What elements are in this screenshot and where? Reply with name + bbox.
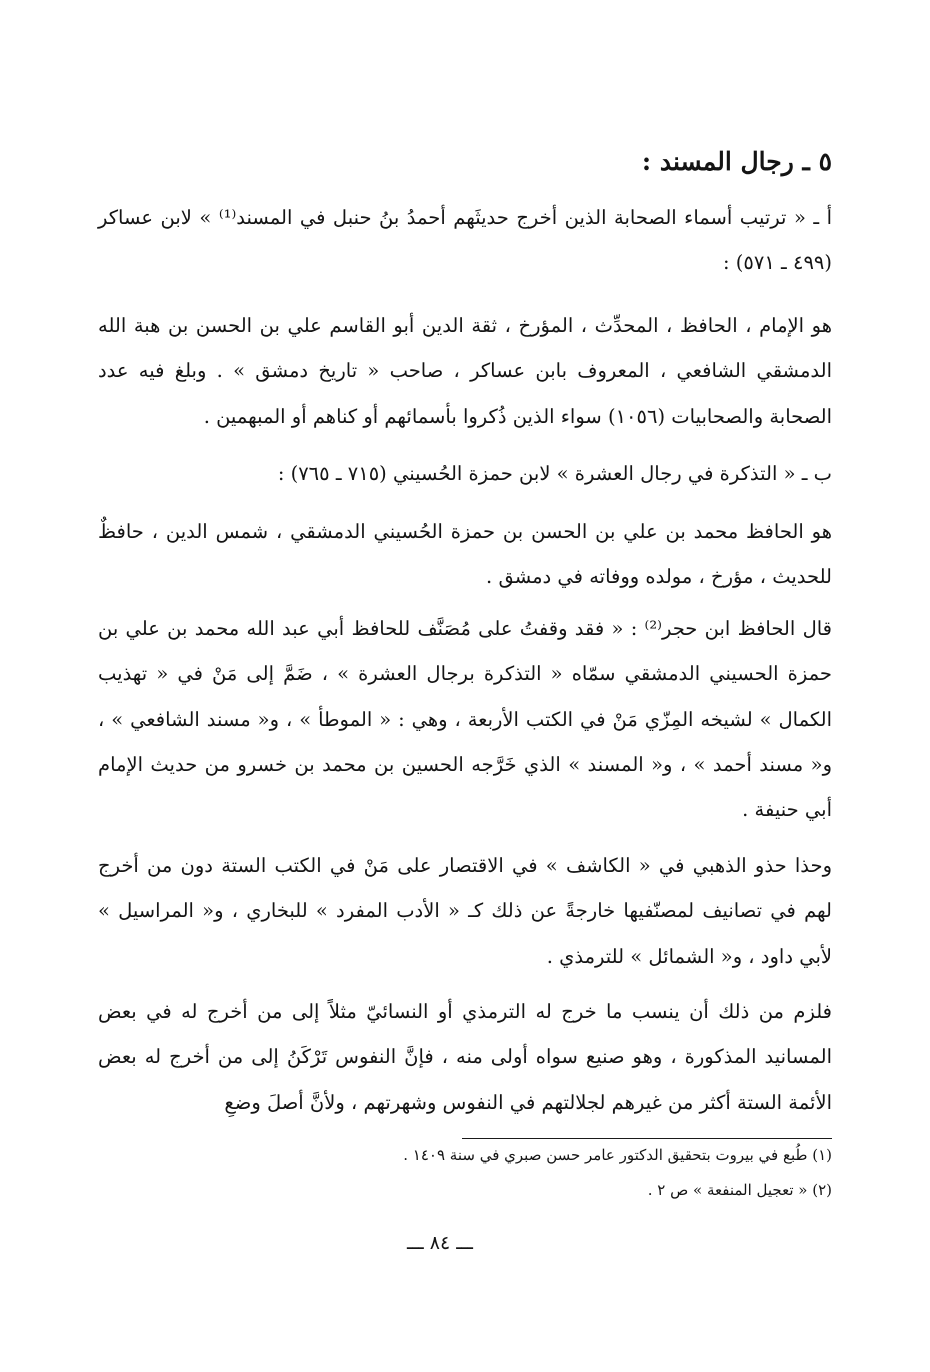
footnote-2: (٢) « تعجيل المنفعة » ص ٢ . <box>647 1181 832 1199</box>
paragraph-tadhkira-title: ب ـ « التذكرة في رجال العشرة » لابن حمزة الحُسيني (٧١٥ ـ ٧٦٥) : <box>277 462 832 485</box>
paragraph-dhahabi-method: وحذا حذو الذهبي في « الكاشف » في الاقتصار على مَنْ في الكتب الستة دون من أخرج لهم في تصانيف لمصنّفيها خارجةً عن ذلك كـ « الأدب المفرد » للبخاري ، و« المراسيل » لأبي داود ، و« الشمائل » للترمذي . <box>98 854 832 968</box>
section-heading: ٥ ـ رجال المسند : <box>641 147 832 176</box>
footnote-1: (١) طُبع في بيروت بتحقيق الدكتور عامر حسن صبري في سنة ١٤٠٩ . <box>403 1146 832 1164</box>
paragraph-conclusion: فلزم من ذلك أن ينسب ما خرج له الترمذي أو النسائيّ مثلاً إلى من أخرج له في بعض المسانيد المذكورة ، وهو صنيع سواه أولى منه ، فإنَّ النفوس تَرْكَنُ إلى من أخرج له بعض الأئمة الستة أكثر من غيرهم لجلالتهم في النفوس وشهرتهم ، ولأنَّ أصلَ وضعِ <box>98 1000 832 1114</box>
paragraph-ibn-asakir-bio: هو الإمام ، الحافظ ، المحدِّث ، المؤرخ ، ثقة الدين أبو القاسم علي بن الحسن بن هبة الله الدمشقي الشافعي ، المعروف بابن عساكر ، صاحب « تاريخ دمشق » . وبلغ فيه عدد الصحابة والصحابيات (١٠٥٦) سواء الذين ذُكروا بأسمائهم أو كناهم أو المبهمين . <box>98 314 832 428</box>
page-number: ـــ ٨٤ ـــ <box>407 1232 473 1254</box>
paragraph-ibn-asakir-title: أ ـ « ترتيب أسماء الصحابة الذين أخرج حديثَهم أحمدُ بنُ حنبل في المسند⁽¹⁾ » لابن عساكر (٤٩٩ ـ ٥٧١) : <box>98 206 832 275</box>
paragraph-ibn-hajar-quote: قال الحافظ ابن حجر⁽²⁾ : « فقد وقفتُ على مُصَنَّف للحافظ أبي عبد الله محمد بن علي بن حمزة الحسيني الدمشقي سمّاه « التذكرة برجال العشرة » ، ضَمَّ إلى مَنْ في « تهذيب الكمال » لشيخه المِزّي مَنْ في الكتب الأربعة ، وهي : « الموطأ » ، و« مسند الشافعي » ، و« مسند أحمد » ، و« المسند » الذي خَرَّجه الحسين بن محمد بن خسرو من حديث الإمام أبي حنيفة . <box>98 617 832 822</box>
footnote-separator <box>462 1138 832 1139</box>
paragraph-husayni-bio: هو الحافظ محمد بن علي بن الحسن بن حمزة الحُسيني الدمشقي ، شمس الدين ، حافظٌ للحديث ، مؤرخ ، مولده ووفاته في دمشق . <box>98 520 832 589</box>
